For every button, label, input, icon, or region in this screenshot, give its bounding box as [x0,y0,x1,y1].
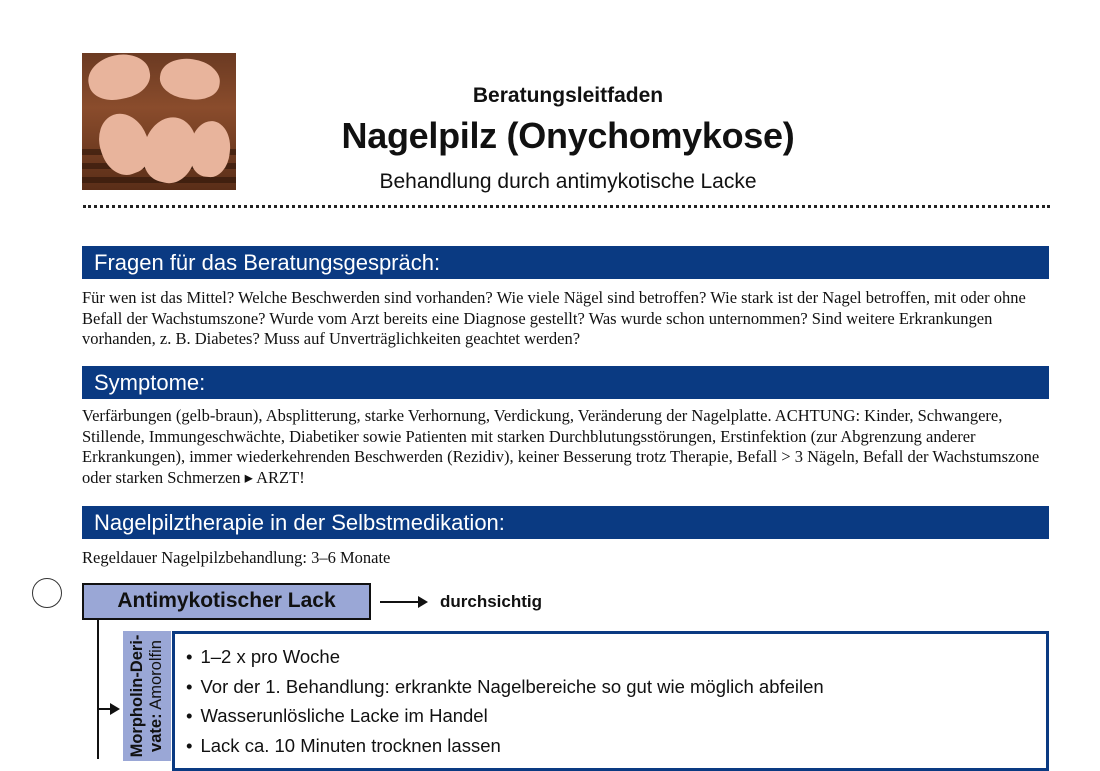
arrow-label: durchsichtig [440,592,543,611]
section-text-symptoms: Verfärbungen (gelb-braun), Absplitterung, starke Verhornung, Verdickung, Veränderung der Nagelplatte. ACHTUNG: Kinder, Schwangere, Stillende, Immungeschwächte, Diabetiker sowie Patienten mit starken Durchblutungsstörungen, Erstinfektion (zur Abgrenzung anderer Erkrankungen), immer wiederkehrenden Beschwerden (Rezidiv), keiner Besserung trotz Therapie, Befall > 3 Nägeln, Befall der Wachstumszone oder starken Schmerzen ▸ ARZT! [82,406,1040,487]
dotted-divider [83,205,1050,208]
drug-class-bold: vate: [147,713,165,752]
section-heading-self-medication: Nagelpilztherapie in der Selbstmedikation: [82,506,1049,539]
page-title: Nagelpilz (Onychomykose) [341,115,795,156]
radio-circle[interactable] [32,578,62,608]
list-item: • Vor der 1. Behandlung: erkrankte Nagelbereiche so gut wie möglich abfeilen [186,672,824,702]
flow-connector-line [97,620,99,759]
list-item: • Lack ca. 10 Minuten trocknen lassen [186,731,824,761]
lacquer-bullet-list [186,642,824,760]
connector-arrow-icon [110,703,120,715]
section-heading-questions: Fragen für das Beratungsgespräch: [82,246,1049,279]
section-heading-symptoms: Symptome: [82,366,1049,399]
drug-class-line1: Morpholin-Deri- [128,634,146,758]
document-kicker: Beratungsleitfaden [472,84,664,107]
flow-connector-branch [97,708,111,710]
arrow-right-icon [380,601,420,603]
page-subtitle: Behandlung durch antimykotische Lacke [379,170,757,193]
list-item: • 1–2 x pro Woche [186,642,824,672]
drug-class-substance: Amorolfin [147,640,165,714]
section-text-questions: Für wen ist das Mittel? Welche Beschwerden sind vorhanden? Wie viele Nägel sind betroffen? Wie stark ist der Nagel betroffen, mit oder ohne Befall der Wachstumszone? Wurde vom Arzt bereits eine Diagnose gestellt? Was wurde schon unternommen? Sind weitere Erkrankungen vorhanden, z. B. Diabetes? Muss auf Unverträglichkeiten geachtet werden? [82,288,1026,348]
arrow-head-icon [418,596,428,608]
drug-class-label [123,631,171,761]
list-item: • Wasserunlösliche Lacke im Handel [186,701,824,731]
section-text-self-medication: Regeldauer Nagelpilzbehandlung: 3–6 Monate [82,548,391,567]
antimycotic-lacquer-box: Antimykotischer Lack [82,583,371,620]
